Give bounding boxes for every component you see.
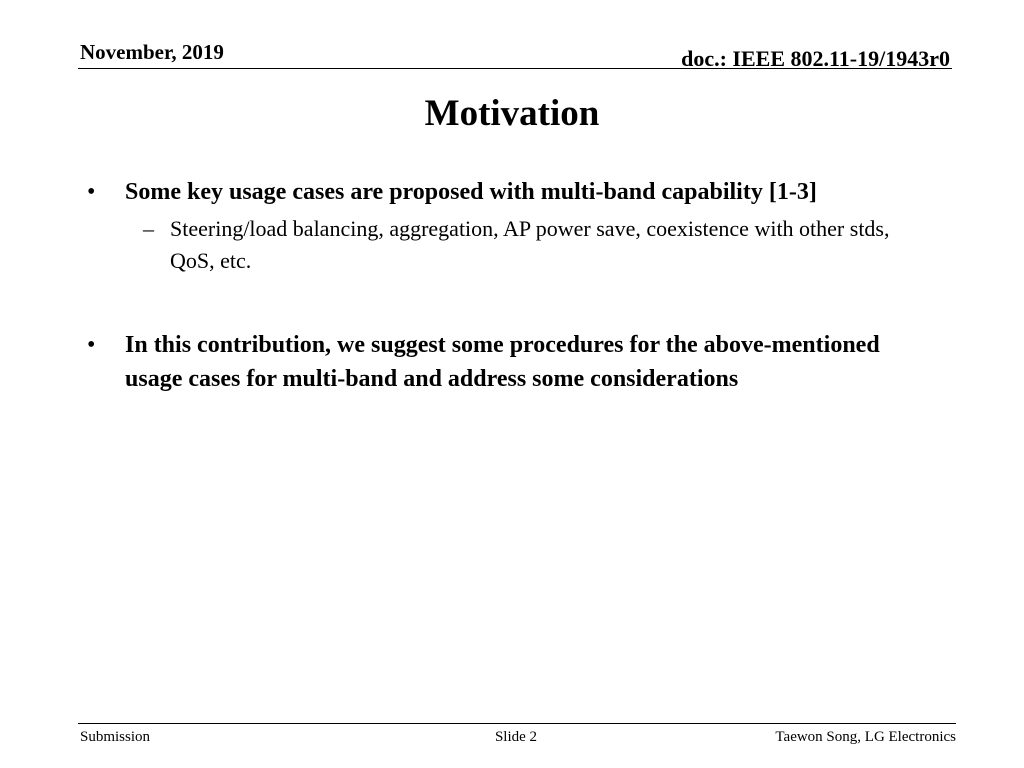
header-date: November, 2019 [80, 40, 224, 64]
footer-author: Taewon Song, LG Electronics [775, 729, 956, 745]
sub-bullet-1-text: Steering/load balancing, aggregation, AP power save, coexistence with other stds, QoS, etc. [170, 216, 890, 273]
bullet-marker-1: • [87, 179, 96, 205]
header-doc-id: doc.: IEEE 802.11-19/1943r0 [681, 46, 950, 71]
sub-bullet-marker-1: – [143, 216, 154, 241]
footer-divider [78, 723, 956, 724]
footer-slide-number: Slide 2 [494, 729, 538, 745]
bullet-1-text: Some key usage cases are proposed with multi-band capability [1-3] [125, 179, 817, 205]
bullet-marker-2: • [87, 332, 96, 358]
footer-submission: Submission [80, 729, 151, 745]
slide-title: Motivation [424, 93, 600, 134]
bullet-2-text: In this contribution, we suggest some procedures for the above-mentioned usage cases for multi-band and address some considerations [125, 332, 880, 392]
